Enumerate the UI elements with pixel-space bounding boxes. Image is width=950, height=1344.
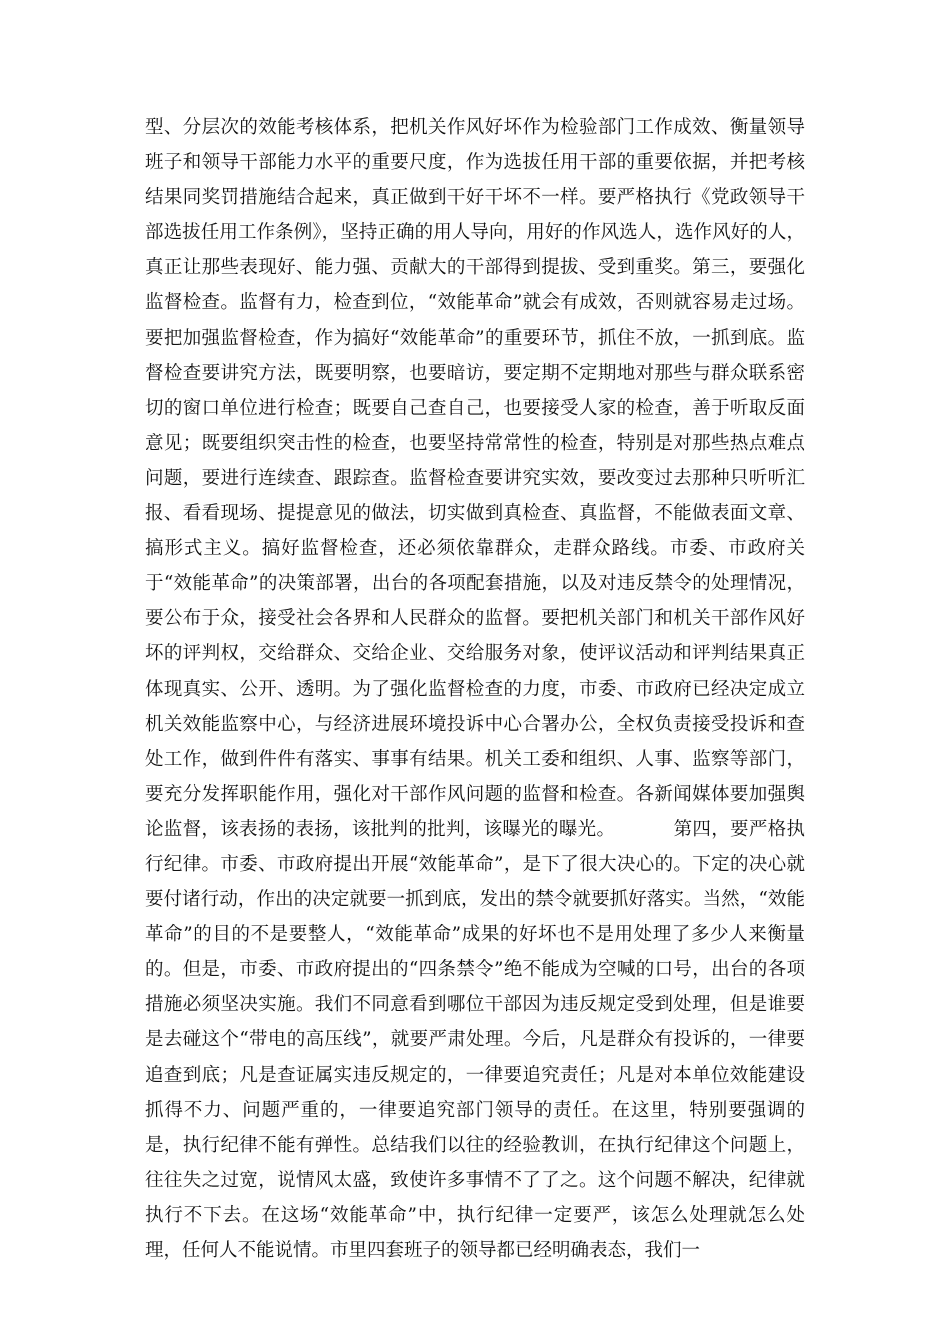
paragraph-supervision: 第三，要强化监督检查。监督有力，检查到位，“效能革命”就会有成效，否则就容易走过场。要把加强监督检查，作为搞好“效能革命”的重要环节，抓住不放，一抓到底。监督检查要讲究方法，既要明察，也要暗访，要定期不定期地对那些与群众联系密切的窗口单位进行检查；既要自己查自己，也要接受人家的检查，善于听取反面意见；既要组织突击性的检查，也要坚持常常性的检查，特别是对那些热点难点问题，要进行连续查、跟踪查。监督检查要讲究实效，要改变过去那种只听听汇报、看看现场、提提意见的做法，切实做到真检查、真监督，不能做表面文章、搞形式主义。搞好监督检查，还必须依靠群众，走群众路线。市委、市政府关于“效能革命”的决策部署，出台的各项配套措施，以及对违反禁令的处理情况，要公布于众，接受社会各界和人民群众的监督。要把机关部门和机关干部作风好坏的评判权，交给群众、交给企业、交给服务对象，使评议活动和评判结果真正体现真实、公开、透明。为了强化监督检查的力度，市委、市政府已经决定成立机关效能监察中心，与经济进展环境投诉中心合署办公，全权负责接受投诉和查处工作，做到件件有落实、事事有结果。机关工委和组织、人事、监察等部门，要充分发挥职能作用，强化对干部作风问题的监督和检查。各新闻媒体要加强舆论监督，该表扬的表扬，该批判的批判，该曝光的曝光。 [145,257,805,840]
paragraph-discipline: 第四，要严格执行纪律。市委、市政府提出开展“效能革命”，是下了很大决心的。下定的决心就要付诸行动，作出的决定就要一抓到底，发出的禁令就要抓好落实。当然，“效能革命”的目的不是要整人，“效能革命”成果的好坏也不是用处理了多少人来衡量的。但是，市委、市政府提出的“四条禁令”绝不能成为空喊的口号，出台的各项措施必须坚决实施。我们不同意看到哪位干部因为违反规定受到处理，但是谁要是去碰这个“带电的高压线”，就要严肃处理。今后，凡是群众有投诉的，一律要追查到底；凡是查证属实违反规定的，一律要追究责任；凡是对本单位效能建设抓得不力、问题严重的，一律要追究部门领导的责任。在这里，特别要强调的是，执行纪律不能有弹性。总结我们以往的经验教训，在执行纪律这个问题上，往往失之过宽，说情风太盛，致使许多事情不了了之。这个问题不解决，纪律就执行不下去。在这场“效能革命”中，执行纪律一定要严，该怎么处理就怎么处理，任何人不能说情。市里四套班子的领导都已经明确表态，我们一 [145,818,805,1261]
document-body [145,110,805,1268]
paragraph-assessment: 型、分层次的效能考核体系，把机关作风好坏作为检验部门工作成效、衡量领导班子和领导干部能力水平的重要尺度，作为选拔任用干部的重要依据，并把考核结果同奖罚措施结合起来，真正做到干好干坏不一样。要严格执行《党政领导干部选拔任用工作条例》，坚持正确的用人导向，用好的作风选人，选作风好的人，真正让那些表现好、能力强、贡献大的干部得到提拔、受到重奖。 [145,117,805,279]
